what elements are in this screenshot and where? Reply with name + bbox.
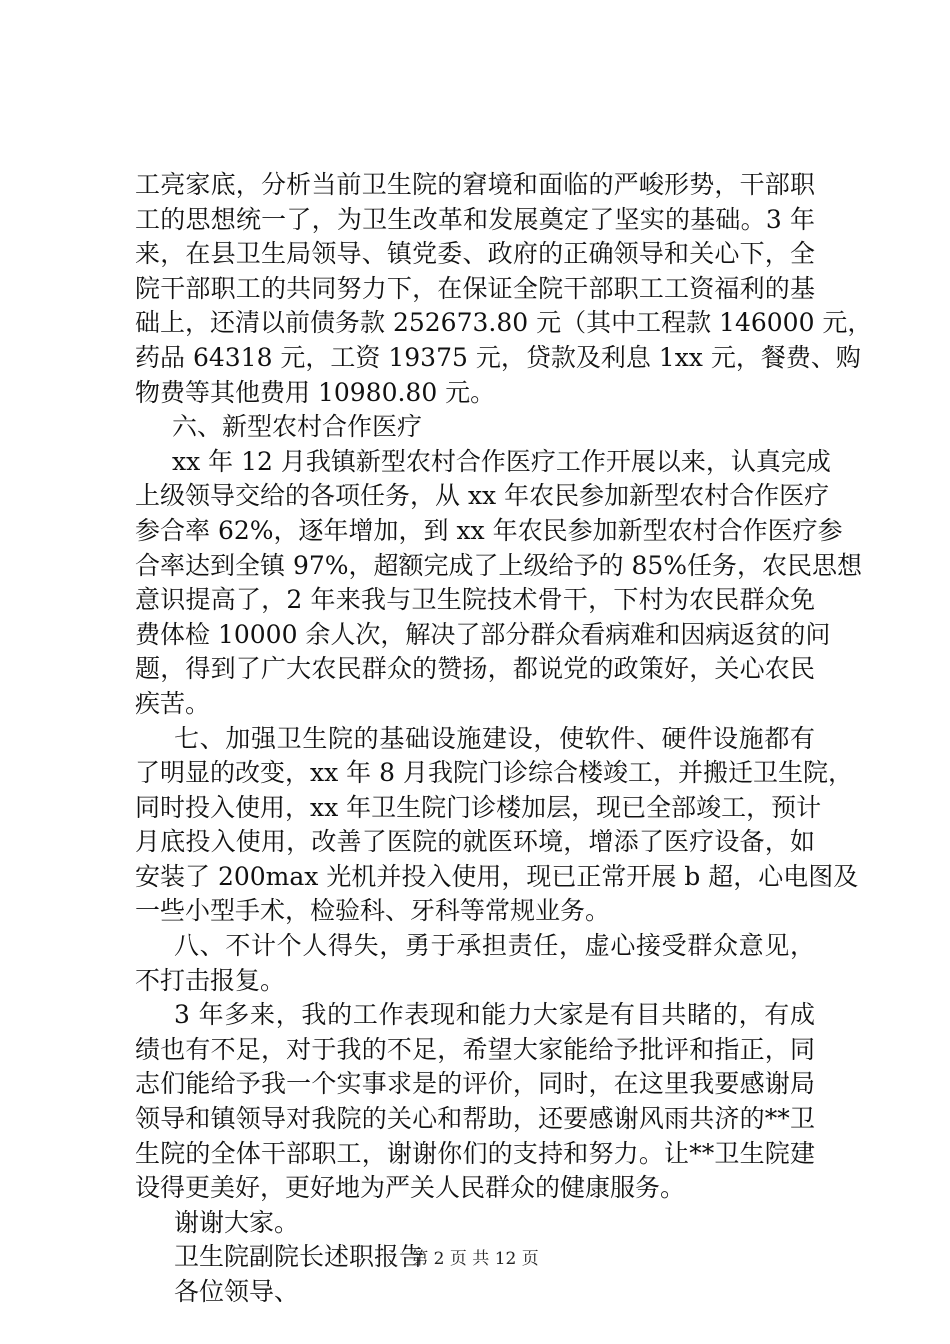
text-line: 工的思想统一了，为卫生改革和发展奠定了坚实的基础。3 年 xyxy=(135,204,815,234)
text-line: xx 年 12 月我镇新型农村合作医疗工作开展以来，认真完成 xyxy=(172,446,831,476)
text-line: 生院的全体干部职工，谢谢你们的支持和努力。让**卫生院建 xyxy=(135,1138,815,1168)
text-line: 安装了 200max 光机并投入使用，现已正常开展 b 超，心电图及 xyxy=(135,861,859,891)
text-line: 意识提高了，2 年来我与卫生院技术骨干，下村为农民群众免 xyxy=(135,585,815,615)
text-line: 工亮家底，分析当前卫生院的窘境和面临的严峻形势，干部职 xyxy=(135,170,815,199)
text-line: 设得更美好，更好地为严关人民群众的健康服务。 xyxy=(135,1173,686,1203)
text-line: 同时投入使用，xx 年卫生院门诊楼加层，现已全部竣工，预计 xyxy=(135,792,822,822)
text-line: 3 年多来，我的工作表现和能力大家是有目共睹的，有成 xyxy=(174,1000,815,1030)
text-line: 一些小型手术，检验科、牙科等常规业务。 xyxy=(135,896,611,926)
text-line: 谢谢大家。 xyxy=(174,1207,300,1237)
text-line: 领导和镇领导对我院的关心和帮助，还要感谢风雨共济的**卫 xyxy=(135,1104,815,1134)
text-line: 志们能给予我一个实事求是的评价，同时，在这里我要感谢局 xyxy=(135,1069,815,1099)
document-title: 卫生院副院长述职报告 xyxy=(174,1242,425,1272)
salutation: 各位领导、 xyxy=(174,1277,300,1306)
document-body xyxy=(135,168,873,1310)
section-heading: 六、新型农村合作医疗 xyxy=(172,412,423,442)
text-line: 上级领导交给的各项任务，从 xx 年农民参加新型农村合作医疗 xyxy=(135,481,830,511)
text-line: 八、不计个人得失，勇于承担责任，虚心接受群众意见， xyxy=(174,931,815,961)
text-line: 来，在县卫生局领导、镇党委、政府的正确领导和关心下，全 xyxy=(135,239,815,269)
text-line: 费体检 10000 余人次，解决了部分群众看病难和因病返贫的问 xyxy=(135,619,831,649)
text-line: 了明显的改变，xx 年 8 月我院门诊综合楼竣工，并搬迁卫生院， xyxy=(135,758,853,788)
text-line: 院干部职工的共同努力下，在保证全院干部职工工资福利的基 xyxy=(135,273,815,303)
text-line: 月底投入使用，改善了医院的就医环境，增添了医疗设备，如 xyxy=(135,827,815,857)
text-line: 疾苦。 xyxy=(135,688,211,718)
text-line: 七、加强卫生院的基础设施建设，使软件、硬件设施都有 xyxy=(174,723,815,753)
text-line: 础上，还清以前债务款 252673.80 元（其中工程款 146000 元， xyxy=(135,308,873,338)
text-line: 物费等其他费用 10980.80 元。 xyxy=(135,377,496,407)
text-line: 不打击报复。 xyxy=(135,965,286,995)
text-line: 绩也有不足，对于我的不足，希望大家能给予批评和指正，同 xyxy=(135,1034,815,1064)
text-line: 合率达到全镇 97%，超额完成了上级给予的 85%任务，农民思想 xyxy=(135,550,863,580)
page-footer xyxy=(0,1244,950,1269)
text-line: 参合率 62%，逐年增加，到 xx 年农民参加新型农村合作医疗参 xyxy=(135,515,843,545)
text-line: 题，得到了广大农民群众的赞扬，都说党的政策好，关心农民 xyxy=(135,654,815,684)
page-number: 第 2 页 共 12 页 xyxy=(411,1249,539,1269)
text-line: 药品 64318 元，工资 19375 元，贷款及利息 1xx 元，餐费、购 xyxy=(135,342,861,372)
